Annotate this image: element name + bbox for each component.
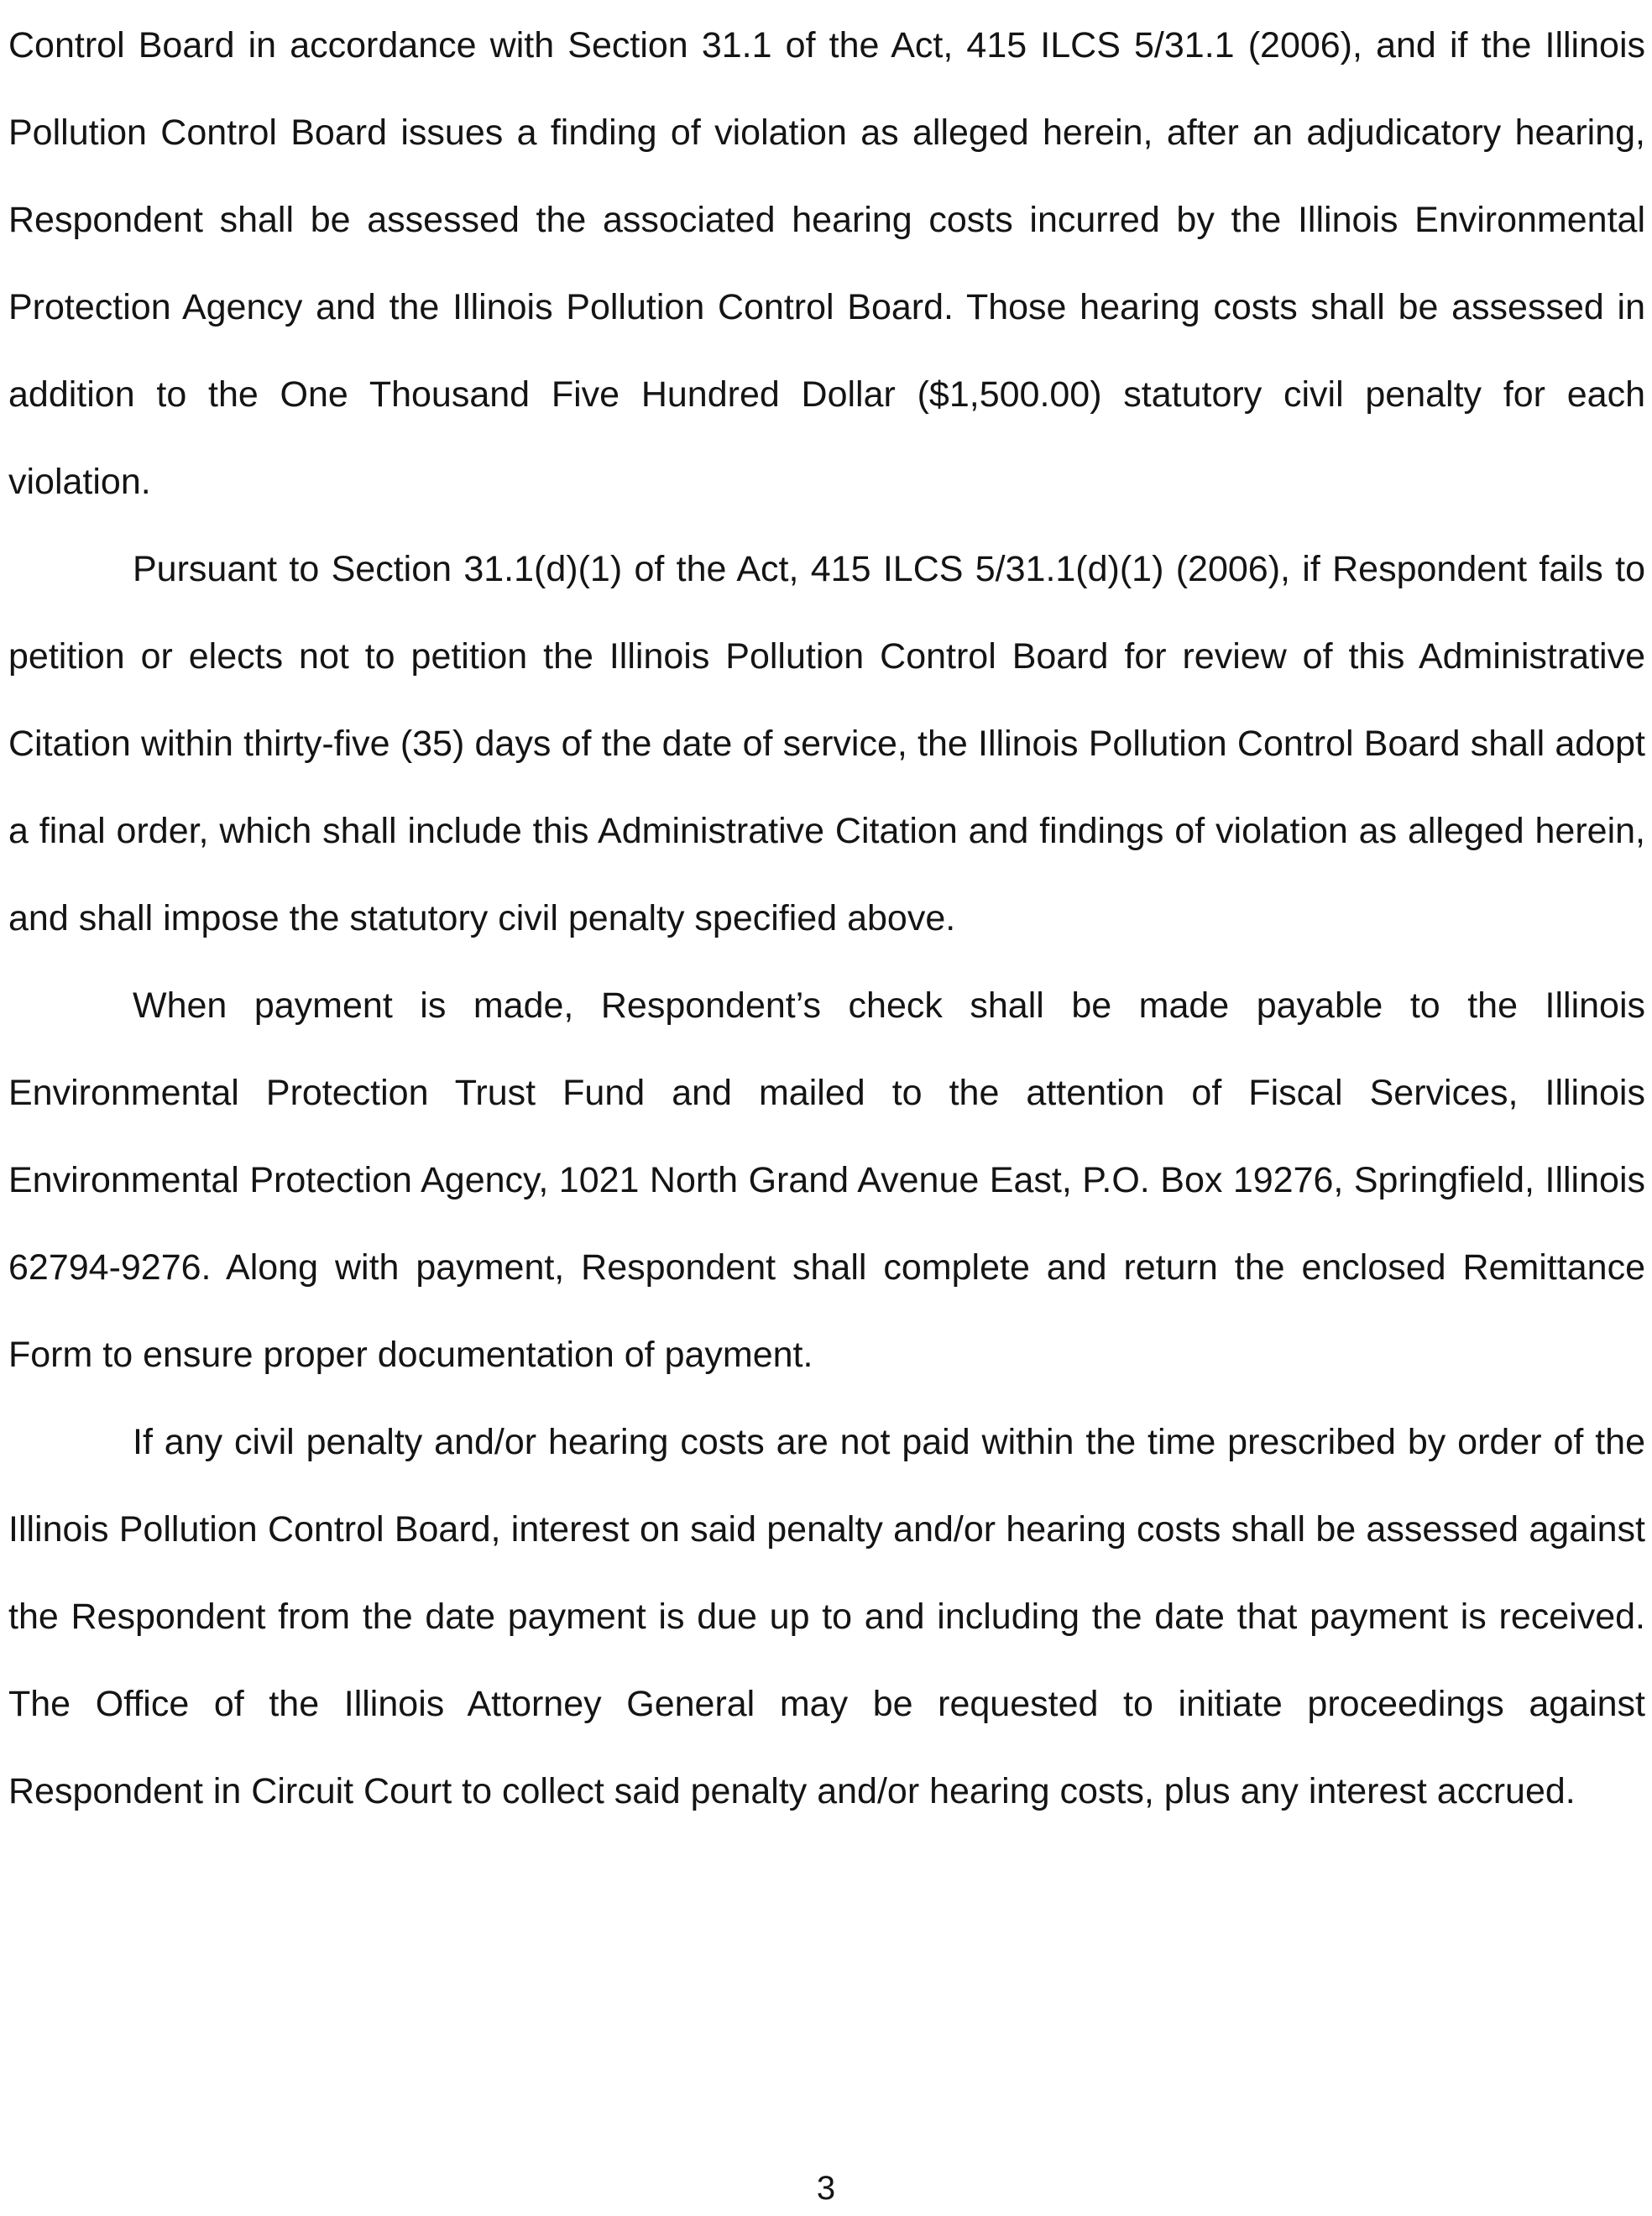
- paragraph-payment: When payment is made, Respondent’s check shall be made payable to the Illinois Environmental Protection Trust Fund and mailed to the attention of Fiscal Services, Illinois Environmental Protection Agency, 1021 North Grand Avenue East, P.O. Box 19276, Springfield, Illinois 62794-9276. Along with payment, Respondent shall complete and return the enclosed Remittance Form to ensure proper documentation of payment.: [8, 985, 1645, 1375]
- page-number: 3: [816, 2170, 836, 2207]
- paragraph-continued: Control Board in accordance with Section 31.1 of the Act, 415 ILCS 5/31.1 (2006), and if the Illinois Pollution Control Board issues a finding of violation as alleged herein, after an adjudicatory hearing, Respondent shall be assessed the associated hearing costs incurred by the Illinois Environmental Protection Agency and the Illinois Pollution Control Board. Those hearing costs shall be assessed in addition to the One Thousand Five Hundred Dollar ($1,500.00) statutory civil penalty for each violation.: [8, 25, 1645, 502]
- paragraph-default-order: Pursuant to Section 31.1(d)(1) of the Act, 415 ILCS 5/31.1(d)(1) (2006), if Respondent fails to petition or elects not to petition the Illinois Pollution Control Board for review of this Administrative Citation within thirty-five (35) days of the date of service, the Illinois Pollution Control Board shall adopt a final order, which shall include this Administrative Citation and findings of violation as alleged herein, and shall impose the statutory civil penalty specified above.: [8, 549, 1645, 938]
- paragraph-interest: If any civil penalty and/or hearing costs are not paid within the time prescribed by order of the Illinois Pollution Control Board, interest on said penalty and/or hearing costs shall be assessed against the Respondent from the date payment is due up to and including the date that payment is received. The Office of the Illinois Attorney General may be requested to initiate proceedings against Respondent in Circuit Court to collect said penalty and/or hearing costs, plus any interest accrued.: [8, 1422, 1645, 1811]
- document-body: [8, 2, 1645, 1835]
